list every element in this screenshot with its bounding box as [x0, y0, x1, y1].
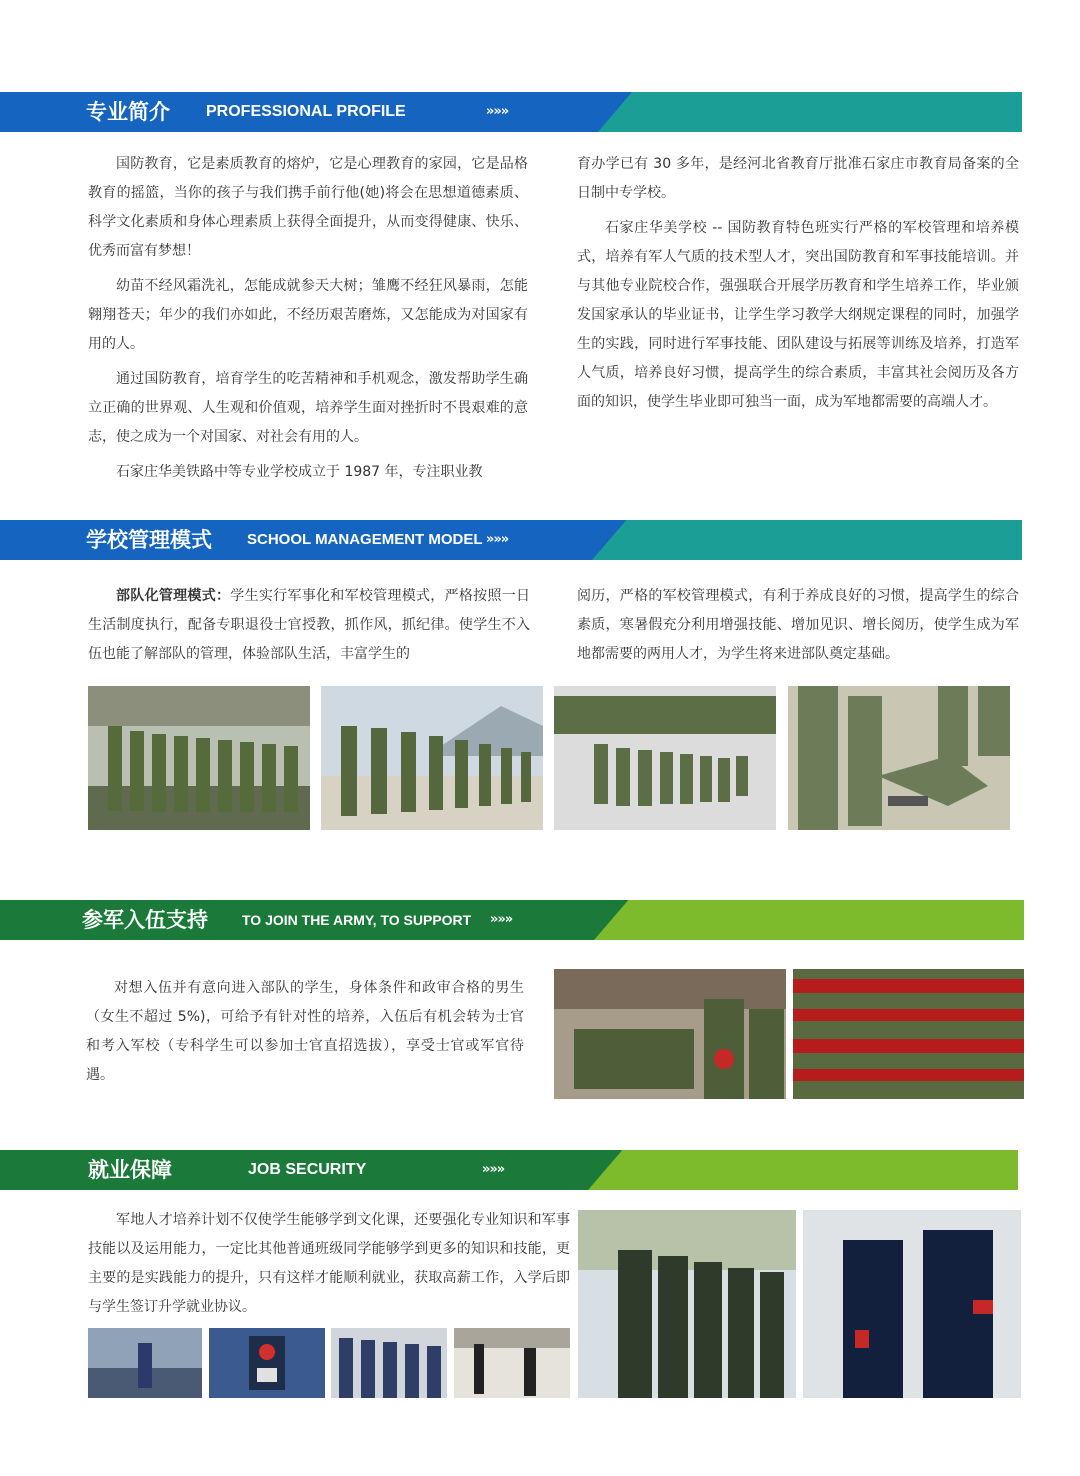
profile-left-column: [88, 150, 528, 493]
section-banner-profile: [0, 92, 1022, 132]
paragraph: 石家庄华美铁路中等专业学校成立于 1987 年，专注职业教: [116, 464, 483, 480]
section-title-cn: 专业简介: [86, 100, 170, 124]
arrows-decoration: »»»: [490, 912, 513, 927]
management-right-column: [577, 582, 1019, 675]
banner-teal-stripe: [592, 520, 1022, 560]
arrows-decoration: »»»: [482, 1162, 505, 1177]
photo-recruits-with-sashes: [793, 969, 1024, 1099]
photo-kicking-drill: [788, 686, 1010, 830]
section-banner-management: [0, 520, 1022, 560]
paragraph: 国防教育，它是素质教育的熔炉，它是心理教育的家园，它是品格教育的摇篮，当你的孩子与我们携手前行他(她)将会在思想道德素质、科学文化素质和身体心理素质上获得全面提升，从而变得健康、快乐、优秀而富有梦想！: [88, 156, 528, 259]
lead-label: 部队化管理模式：: [116, 588, 231, 604]
section-title-cn: 学校管理模式: [86, 528, 212, 552]
photo-police-team: [331, 1328, 447, 1398]
army-text-column: [86, 974, 524, 1096]
paragraph-text: 学生实行军事化和军校管理模式，严格按照一日生活制度执行，配备专职退役士官授教，抓作风，抓纪律。使学生不入伍也能了解部队的管理，体验部队生活，丰富学生的: [88, 588, 531, 662]
section-title-cn: 就业保障: [88, 1158, 172, 1182]
profile-right-column: [577, 150, 1019, 423]
section-title-cn: 参军入伍支持: [82, 908, 208, 932]
management-left-column: [88, 582, 530, 675]
paragraph: [88, 582, 530, 669]
photo-police-badge: [209, 1328, 325, 1398]
arrows-decoration: »»»: [486, 104, 509, 119]
section-banner-army: [0, 900, 1024, 940]
photo-security-officers: [803, 1210, 1021, 1398]
paragraph: 育办学已有 30 多年，是经河北省教育厅批准石家庄市教育局备案的全日制中专学校。: [577, 156, 1019, 201]
photo-soldiers-row: [578, 1210, 796, 1398]
arrows-decoration: »»»: [486, 532, 509, 547]
banner-teal-stripe: [598, 92, 1022, 132]
photo-station-recruits: [554, 969, 786, 1099]
photo-train-attendants: [88, 1328, 202, 1398]
banner-light-green-stripe: [588, 1150, 1018, 1190]
paragraph: 对想入伍并有意向进入部队的学生，身体条件和政审合格的男生（女生不超过 5%)，可给予有针对性的培养，入伍后有机会转为士官和考入军校（专科学生可以参加士官直招选拔），享受士官或军官待遇。: [86, 980, 524, 1083]
photo-soldiers-salute: [88, 686, 310, 830]
photo-formation-training: [554, 686, 776, 830]
paragraph: 军地人才培养计划不仅使学生能够学到文化课，还要强化专业知识和军事技能以及运用能力，一定比其他普通班级同学能够学到更多的知识和技能，更主要的是实践能力的提升，只有这样才能顺利就业，获取高薪工作，入学后即与学生签订升学就业协议。: [88, 1212, 570, 1315]
section-title-en: TO JOIN THE ARMY, TO SUPPORT: [242, 912, 472, 928]
section-title-en: SCHOOL MANAGEMENT MODEL: [247, 531, 483, 548]
section-banner-job: [0, 1150, 1018, 1190]
section-title-en: PROFESSIONAL PROFILE: [206, 103, 406, 120]
paragraph: 阅历，严格的军校管理模式，有利于养成良好的习惯，提高学生的综合素质，寒暑假充分利用增强技能、增加见识、增长阅历，使学生成为军地都需要的两用人才，为学生将来进部队奠定基础。: [577, 588, 1019, 662]
paragraph: 通过国防教育，培育学生的吃苦精神和手机观念，激发帮助学生确立正确的世界观、人生观和价值观，培养学生面对挫折时不畏艰难的意志，使之成为一个对国家、对社会有用的人。: [88, 371, 528, 445]
photo-station-guards: [454, 1328, 570, 1398]
paragraph: 幼苗不经风霜洗礼，怎能成就参天大树；雏鹰不经狂风暴雨，怎能翱翔苍天；年少的我们亦如此，不经历艰苦磨炼，又怎能成为对国家有用的人。: [88, 278, 528, 352]
photo-soldiers-march: [321, 686, 543, 830]
section-title-en: JOB SECURITY: [248, 1161, 367, 1178]
paragraph: 石家庄华美学校 -- 国防教育特色班实行严格的军校管理和培养模式，培养有军人气质的技术型人才，突出国防教育和军事技能培训。并与其他专业院校合作，强强联合开展学历教育和学生培养工作，毕业颁发国家承认的毕业证书，让学生学习教学大纲规定课程的同时，加强学生的实践，同时进行军事技能、团队建设与拓展等训练及培养，打造军人气质，培养良好习惯，提高学生的综合素质，丰富其社会阅历及各方面的知识，使学生毕业即可独当一面，成为军地都需要的高端人才。: [577, 220, 1019, 410]
job-text-column: [88, 1206, 570, 1328]
banner-light-green-stripe: [594, 900, 1024, 940]
